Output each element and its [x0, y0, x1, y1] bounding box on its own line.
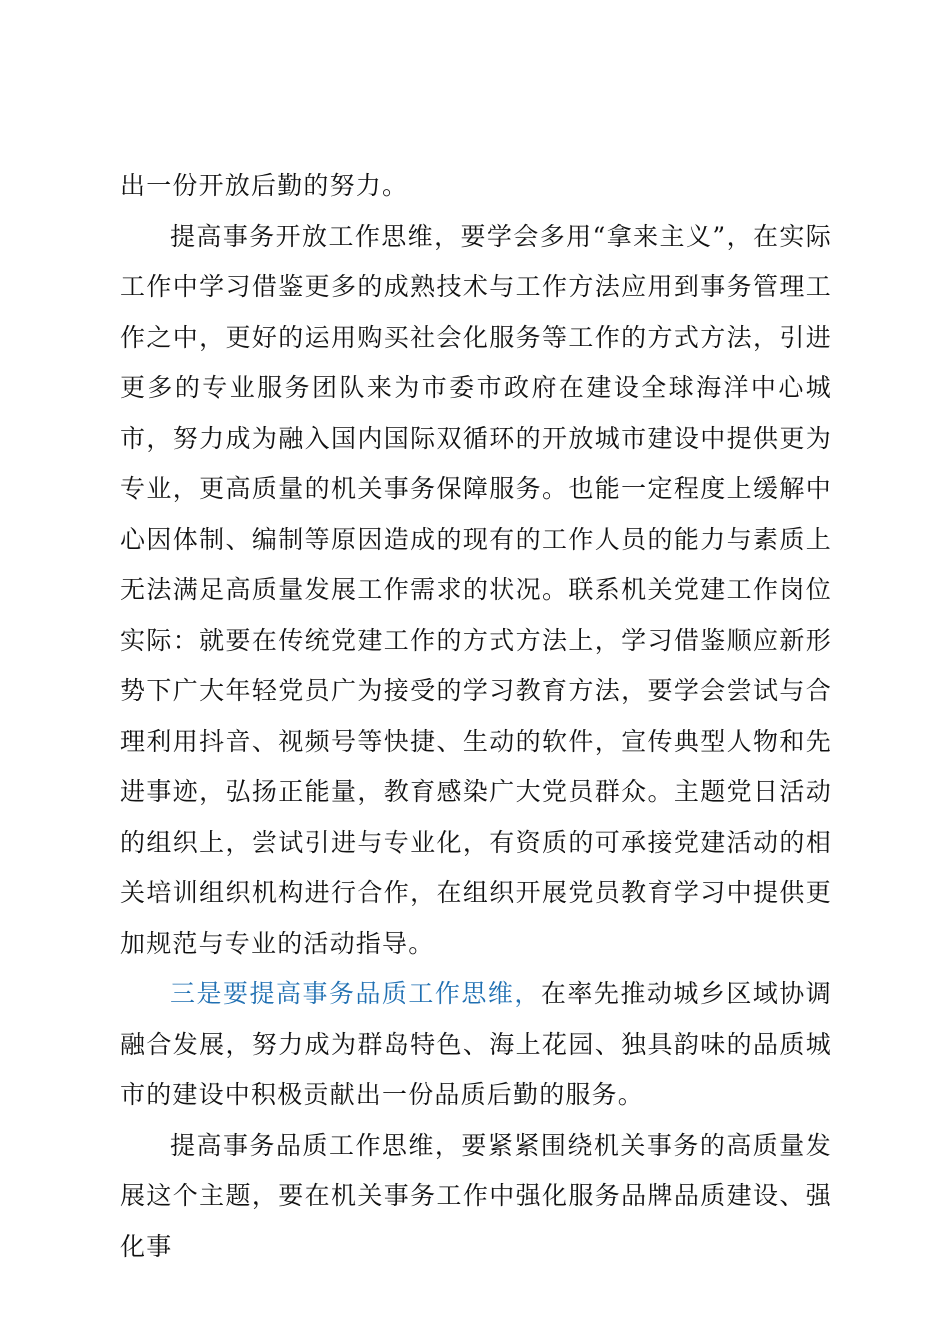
paragraph-text: 在率先推动城乡区域协调融合发展，努力成为群岛特色、海上花园、独具韵味的品质城市的建设中积极贡献出一份品质后勤的服务。: [120, 979, 833, 1109]
paragraph-text: 提高事务开放工作思维，要学会多用“拿来主义”，在实际工作中学习借鉴更多的成熟技术与工作方法应用到事务管理工作之中，更好的运用购买社会化服务等工作的方式方法，引进更多的专业服务团队来为市委市政府在建设全球海洋中心城市，努力成为融入国内国际双循环的开放城市建设中提供更为专业，更高质量的机关事务保障服务。也能一定程度上缓解中心因体制、编制等原因造成的现有的工作人员的能力与素质上无法满足高质量发展工作需求的状况。联系机关党建工作岗位实际：就要在传统党建工作的方式方法上，学习借鉴顺应新形势下广大年轻党员广为接受的学习教育方法，要学会尝试与合理利用抖音、视频号等快捷、生动的软件，宣传典型人物和先进事迹，弘扬正能量，教育感染广大党员群众。主题党日活动的组织上，尝试引进与专业化，有资质的可承接党建活动的相关培训组织机构进行合作，在组织开展党员教育学习中提供更加规范与专业的活动指导。: [120, 221, 832, 958]
paragraph-quality-thinking: [120, 1121, 832, 1273]
paragraph-quality-heading: [120, 969, 832, 1121]
paragraph-continuation: [120, 161, 832, 212]
document-body: [120, 161, 832, 1272]
paragraph-text: 出一份开放后勤的努力。: [120, 171, 409, 200]
paragraph-text: 提高事务品质工作思维，要紧紧围绕机关事务的高质量发展这个主题，要在机关事务工作中强化服务品牌品质建设、强化事: [120, 1130, 832, 1261]
paragraph-open-thinking: [120, 212, 832, 970]
highlighted-lead: 三是要提高事务品质工作思维，: [170, 979, 541, 1008]
